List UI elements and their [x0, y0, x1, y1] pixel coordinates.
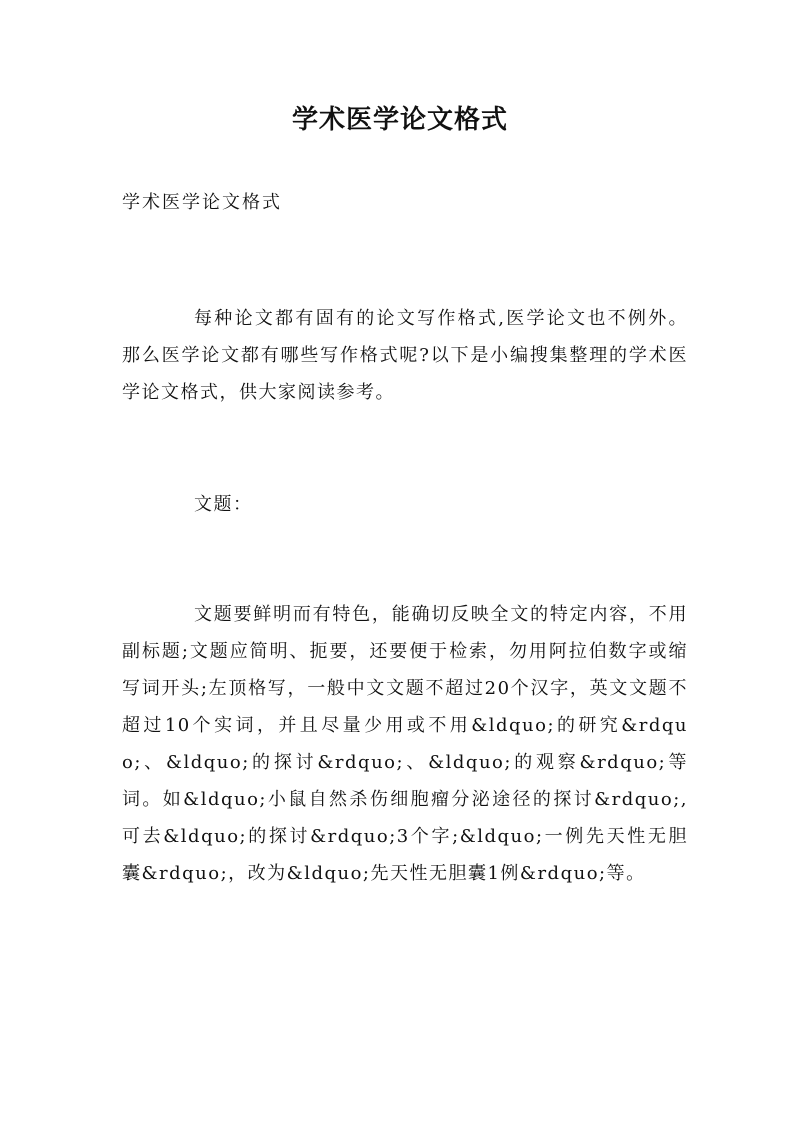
section-body-paragraph: 文题要鲜明而有特色，能确切反映全文的特定内容，不用副标题;文题应简明、扼要，还要便于检索，勿用阿拉伯数字或缩写词开头;左顶格写，一般中文文题不超过20个汉字，英文文题不超过10个实词，并且尽量少用或不用&ldquo;的研究&rdquo;、&ldquo;的探讨&rdquo;、&ldquo;的观察&rdquo;等词。如&ldquo;小鼠自然杀伤细胞瘤分泌途径的探讨&rdquo;,可去&ldquo;的探讨&rdquo;3个字;&ldquo;一例先天性无胆囊&rdquo;，改为&ldquo;先天性无胆囊1例&rdquo;等。	[122, 604, 688, 884]
document-title: 学术医学论文格式	[291, 105, 508, 135]
document-subtitle: 学术医学论文格式	[122, 192, 282, 213]
section-heading: 文题：	[194, 494, 253, 515]
intro-paragraph: 每种论文都有固有的论文写作格式,医学论文也不例外。那么医学论文都有哪些写作格式呢?以下是小编搜集整理的学术医学论文格式，供大家阅读参考。	[122, 308, 688, 403]
